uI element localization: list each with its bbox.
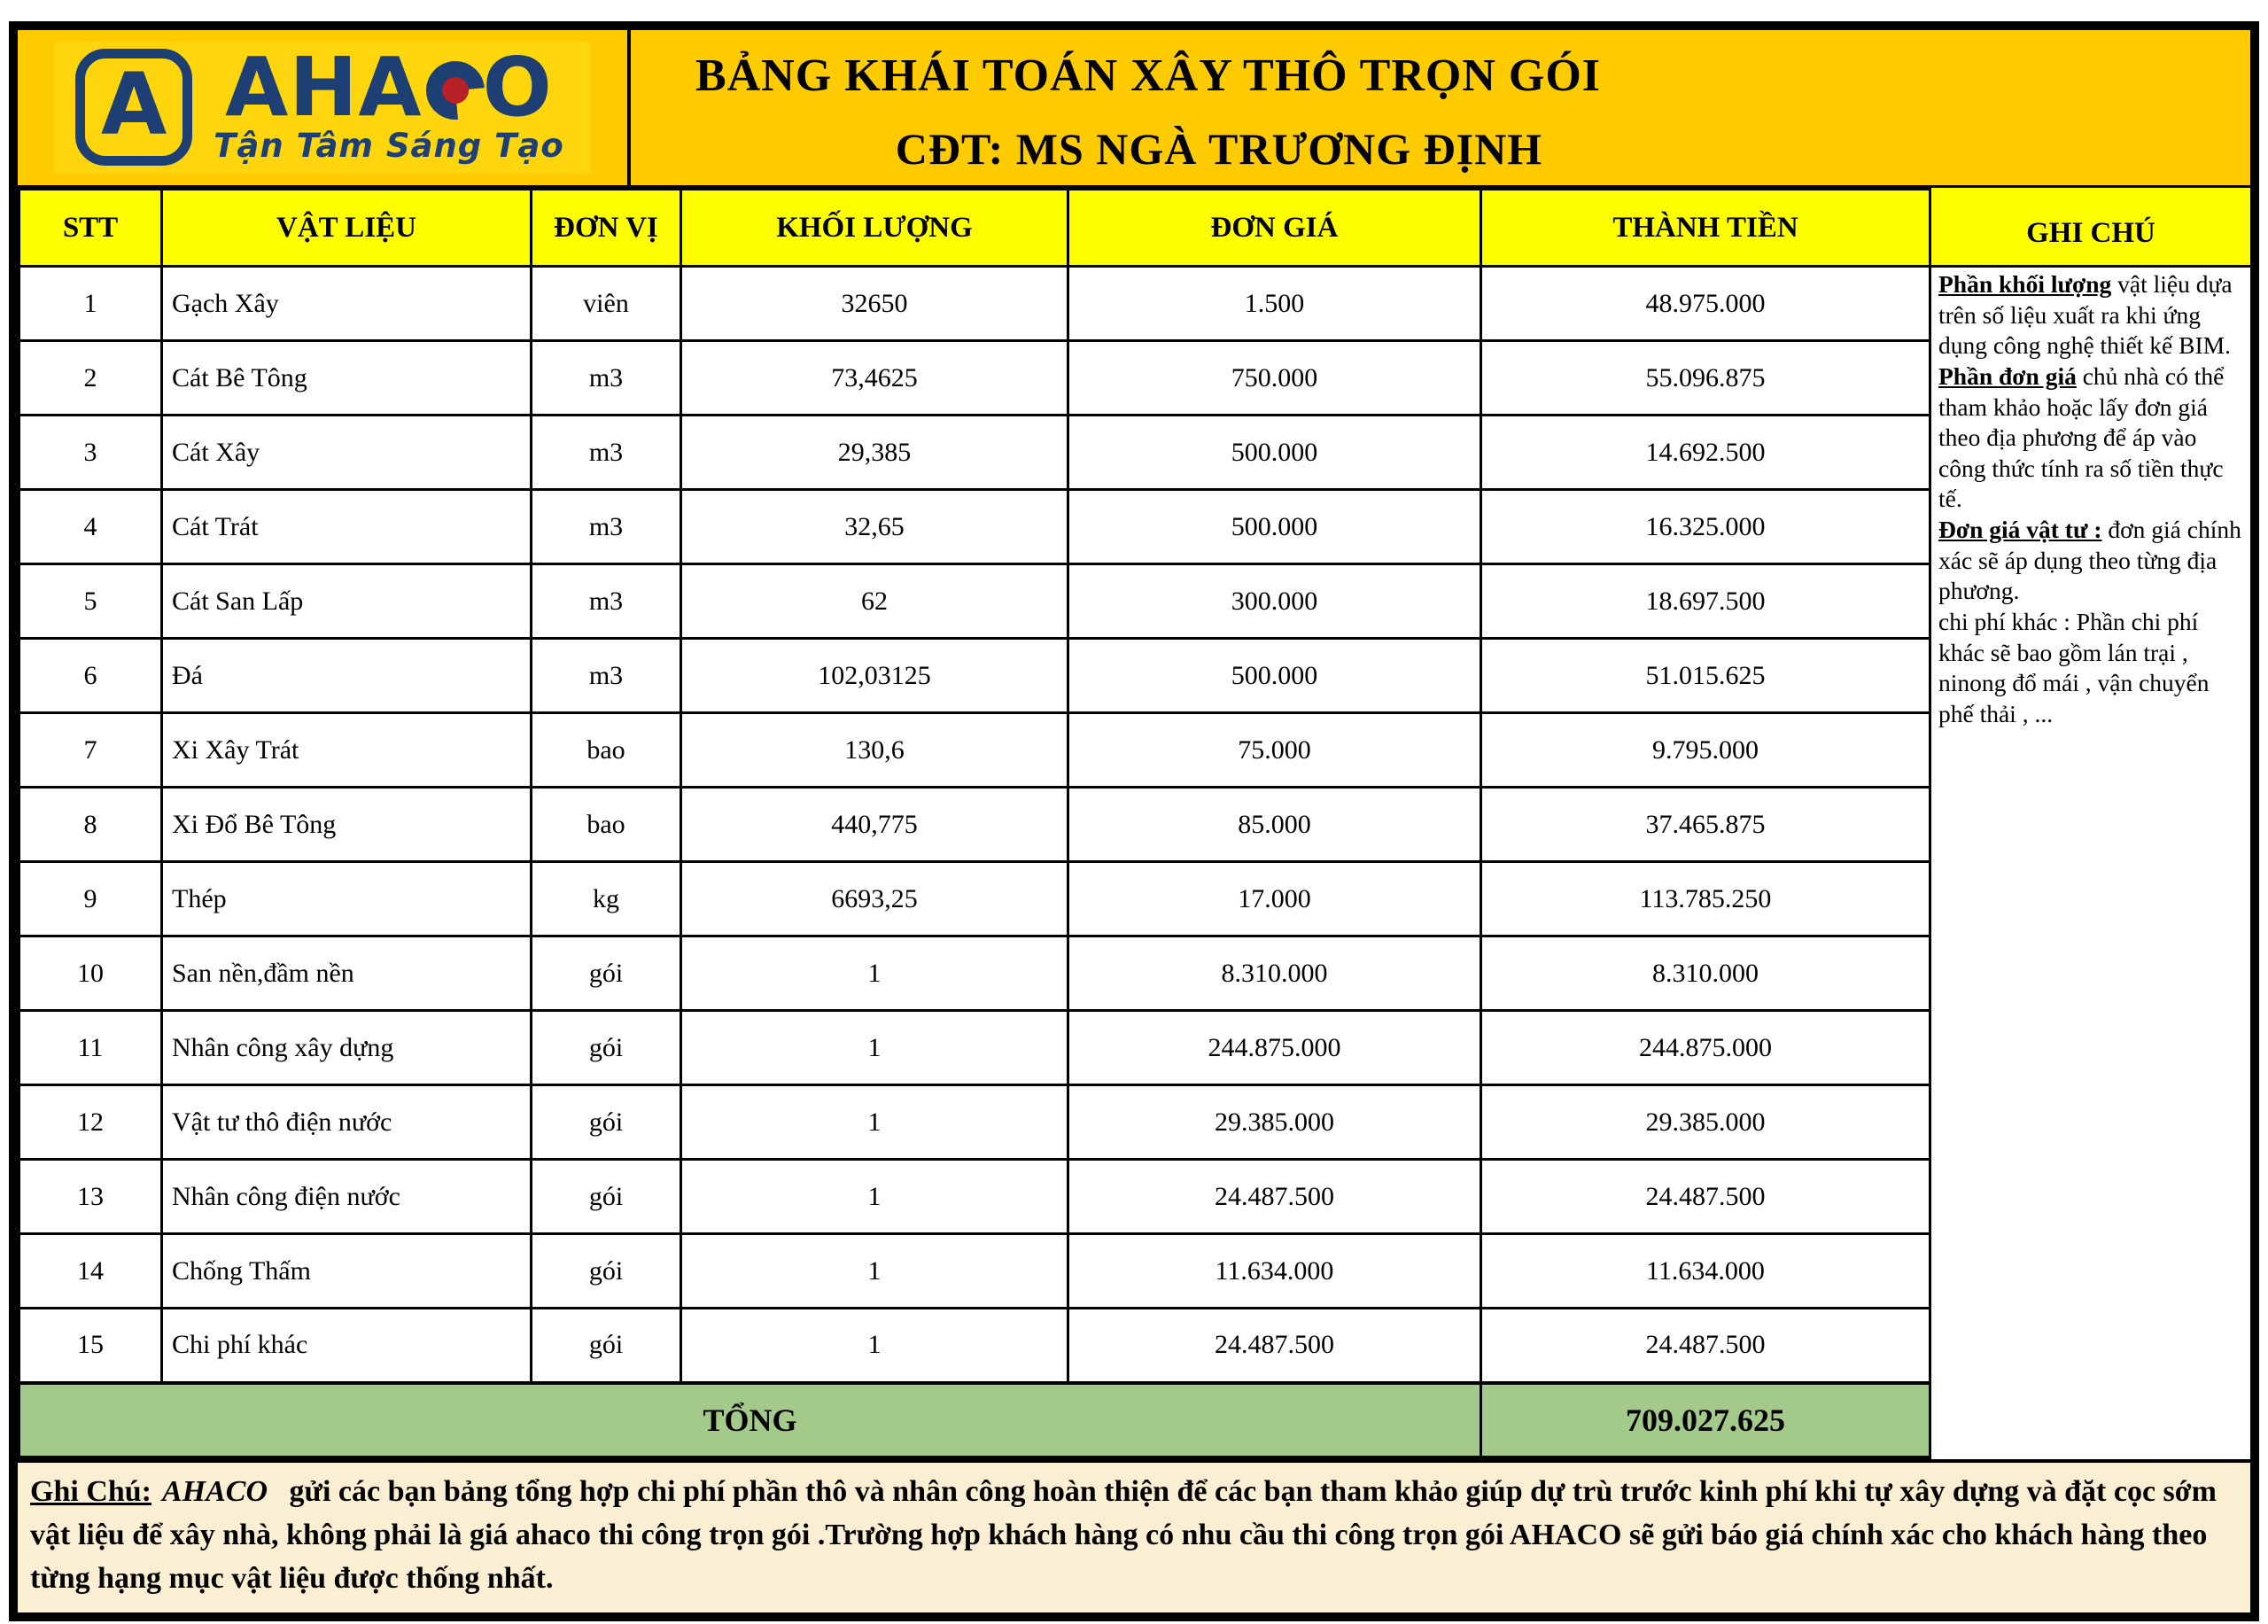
cell-vat-lieu: Cát Bê Tông — [162, 341, 532, 416]
total-row — [19, 1383, 1930, 1457]
note-segment — [1938, 607, 2245, 730]
cell-vat-lieu: Gạch Xây — [162, 267, 532, 341]
logo-icon-letter: A — [101, 54, 167, 154]
cell-don-vi: gói — [532, 1234, 681, 1309]
footer-note — [18, 1459, 2250, 1613]
logo-wordmark — [225, 40, 553, 136]
table-row — [19, 564, 1930, 639]
logo-wordmark-post: O — [482, 40, 553, 136]
table-row — [19, 788, 1930, 862]
cell-khoi-luong: 440,775 — [681, 788, 1068, 862]
cell-don-gia: 24.487.500 — [1068, 1160, 1481, 1234]
cell-khoi-luong: 6693,25 — [681, 862, 1068, 936]
cell-khoi-luong: 1 — [681, 936, 1068, 1011]
table-row — [19, 639, 1930, 713]
cell-stt: 10 — [19, 936, 162, 1011]
cell-thanh-tien: 14.692.500 — [1481, 416, 1930, 490]
cell-stt: 14 — [19, 1234, 162, 1309]
cell-stt: 15 — [19, 1309, 162, 1383]
ahaco-logo-icon — [75, 49, 192, 166]
table-row — [19, 1011, 1930, 1085]
cell-don-vi: gói — [532, 1085, 681, 1160]
table-row — [19, 936, 1930, 1011]
cell-don-gia: 29.385.000 — [1068, 1085, 1481, 1160]
note-segment-text: vật liệu dựa trên số liệu xuất ra khi ứng dụng công nghệ thiết kế BIM. — [1938, 270, 2233, 360]
total-value: 709.027.625 — [1481, 1383, 1930, 1457]
cell-don-vi: bao — [532, 713, 681, 788]
cell-khoi-luong: 32,65 — [681, 490, 1068, 564]
cell-don-gia: 300.000 — [1068, 564, 1481, 639]
cell-thanh-tien: 11.634.000 — [1481, 1234, 1930, 1309]
table-row — [19, 341, 1930, 416]
cell-thanh-tien: 244.875.000 — [1481, 1011, 1930, 1085]
column-header-thanh-tien: THÀNH TIỀN — [1481, 190, 1930, 267]
note-segment — [1938, 515, 2245, 607]
logo-wordmark-pre: AHA — [225, 40, 423, 136]
cell-stt: 7 — [19, 713, 162, 788]
cell-vat-lieu: Nhân công xây dựng — [162, 1011, 532, 1085]
note-segment — [1938, 361, 2245, 515]
cell-stt: 13 — [19, 1160, 162, 1234]
cell-don-vi: viên — [532, 267, 681, 341]
cell-don-gia: 244.875.000 — [1068, 1011, 1481, 1085]
table-row — [19, 862, 1930, 936]
cell-vat-lieu: Xi Đổ Bê Tông — [162, 788, 532, 862]
total-label: TỔNG — [19, 1383, 1481, 1457]
cell-don-vi: gói — [532, 1160, 681, 1234]
cell-khoi-luong: 102,03125 — [681, 639, 1068, 713]
cell-vat-lieu: Cát Xây — [162, 416, 532, 490]
cell-don-vi: bao — [532, 788, 681, 862]
cell-stt: 11 — [19, 1011, 162, 1085]
cell-vat-lieu: Nhân công điện nước — [162, 1160, 532, 1234]
cell-stt: 4 — [19, 490, 162, 564]
cell-thanh-tien: 8.310.000 — [1481, 936, 1930, 1011]
quotation-sheet — [9, 21, 2259, 1621]
column-header-don-gia: ĐƠN GIÁ — [1068, 190, 1481, 267]
cell-don-gia: 500.000 — [1068, 639, 1481, 713]
footer-company-name: AHACO — [162, 1474, 268, 1508]
cell-khoi-luong: 1 — [681, 1085, 1068, 1160]
note-segment-lead: Phần đơn giá — [1938, 361, 2077, 390]
cell-don-gia: 750.000 — [1068, 341, 1481, 416]
cell-khoi-luong: 73,4625 — [681, 341, 1068, 416]
cell-don-vi: gói — [532, 1011, 681, 1085]
cell-vat-lieu: Đá — [162, 639, 532, 713]
materials-table — [18, 188, 1931, 1459]
cell-vat-lieu: Cát Trát — [162, 490, 532, 564]
cell-thanh-tien: 18.697.500 — [1481, 564, 1930, 639]
cell-thanh-tien: 9.795.000 — [1481, 713, 1930, 788]
cell-don-gia: 24.487.500 — [1068, 1309, 1481, 1383]
cell-stt: 3 — [19, 416, 162, 490]
cell-don-vi: m3 — [532, 564, 681, 639]
table-row — [19, 713, 1930, 788]
cell-vat-lieu: Vật tư thô điện nước — [162, 1085, 532, 1160]
table-row — [19, 1309, 1930, 1383]
note-segment-text: chi phí khác : Phần chi phí khác sẽ bao gồm lán trại , ninong đổ mái , vận chuyển phế thải , ... — [1938, 608, 2210, 727]
cell-don-gia: 8.310.000 — [1068, 936, 1481, 1011]
cell-thanh-tien: 16.325.000 — [1481, 490, 1930, 564]
cell-khoi-luong: 62 — [681, 564, 1068, 639]
cell-khoi-luong: 1 — [681, 1234, 1068, 1309]
table-row — [19, 1085, 1930, 1160]
column-header-ghi-chu: GHI CHÚ — [1931, 188, 2250, 268]
cell-stt: 8 — [19, 788, 162, 862]
cell-thanh-tien: 113.785.250 — [1481, 862, 1930, 936]
cell-khoi-luong: 1 — [681, 1309, 1068, 1383]
cell-don-vi: gói — [532, 1309, 681, 1383]
cell-stt: 5 — [19, 564, 162, 639]
note-segment-text: đơn giá chính xác sẽ áp dụng theo từng địa phương. — [1938, 516, 2241, 605]
cell-stt: 12 — [19, 1085, 162, 1160]
cell-khoi-luong: 1 — [681, 1011, 1068, 1085]
table-row — [19, 416, 1930, 490]
cell-thanh-tien: 29.385.000 — [1481, 1085, 1930, 1160]
materials-table-body — [19, 267, 1930, 1383]
cell-vat-lieu: Chi phí khác — [162, 1309, 532, 1383]
column-header-vat-lieu: VẬT LIỆU — [162, 190, 532, 267]
column-header-don-vi: ĐƠN VỊ — [532, 190, 681, 267]
cell-vat-lieu: Thép — [162, 862, 532, 936]
main-area — [18, 188, 2250, 1459]
cell-don-vi: m3 — [532, 639, 681, 713]
cell-don-gia: 500.000 — [1068, 416, 1481, 490]
cell-vat-lieu: San nền,đầm nền — [162, 936, 532, 1011]
cell-thanh-tien: 51.015.625 — [1481, 639, 1930, 713]
cell-khoi-luong: 32650 — [681, 267, 1068, 341]
note-segment — [1938, 269, 2245, 361]
cell-thanh-tien: 55.096.875 — [1481, 341, 1930, 416]
cell-thanh-tien: 37.465.875 — [1481, 788, 1930, 862]
cell-don-gia: 17.000 — [1068, 862, 1481, 936]
note-segment-text: chủ nhà có thể tham khảo hoặc lấy đơn giá theo địa phương để áp vào công thức tính ra số tiền thực tế. — [1938, 361, 2225, 513]
cell-vat-lieu: Cát San Lấp — [162, 564, 532, 639]
table-row — [19, 1160, 1930, 1234]
table-row — [19, 1234, 1930, 1309]
cell-thanh-tien: 24.487.500 — [1481, 1309, 1930, 1383]
document-title: BẢNG KHÁI TOÁN XÂY THÔ TRỌN GÓI — [695, 51, 1602, 101]
logo-cell — [18, 30, 631, 185]
cell-don-gia: 500.000 — [1068, 490, 1481, 564]
note-segment-lead: Phần khối lượng — [1938, 270, 2112, 298]
cell-stt: 6 — [19, 639, 162, 713]
cell-thanh-tien: 48.975.000 — [1481, 267, 1930, 341]
footer-note-label: Ghi Chú: — [30, 1474, 151, 1508]
logo-tagline: Tận Tâm Sáng Tạo — [214, 126, 564, 165]
table-row — [19, 267, 1930, 341]
cell-khoi-luong: 130,6 — [681, 713, 1068, 788]
table-row — [19, 490, 1930, 564]
cell-don-gia: 75.000 — [1068, 713, 1481, 788]
cell-khoi-luong: 29,385 — [681, 416, 1068, 490]
company-logo — [54, 42, 591, 175]
cell-don-gia: 1.500 — [1068, 267, 1481, 341]
cell-vat-lieu: Xi Xây Trát — [162, 713, 532, 788]
footer-note-text: gửi các bạn bảng tổng hợp chi phí phần thô và nhân công hoàn thiện để các bạn tham khảo giúp dự trù trước kinh phí khi tự xây dựng và đặt cọc sớm vật liệu để xây nhà, không phải là giá ahaco thi công trọn gói .Trường hợp khách hàng có nhu cầu thi công trọn gói AHACO sẽ gửi báo giá chính xác cho khách hàng theo từng hạng mục vật liệu được thống nhất. — [30, 1474, 2217, 1596]
logo-wordmark-block — [214, 40, 564, 165]
cell-don-gia: 85.000 — [1068, 788, 1481, 862]
table-header-row — [19, 190, 1930, 267]
note-segment-lead: Đơn giá vật tư : — [1938, 516, 2102, 544]
title-cell — [631, 30, 2250, 185]
cell-stt: 1 — [19, 267, 162, 341]
column-header-khoi-luong: KHỐI LƯỢNG — [681, 190, 1068, 267]
header-band — [18, 30, 2250, 188]
sheet-frame — [9, 21, 2259, 1621]
notes-column — [1931, 188, 2250, 1459]
cell-don-gia: 11.634.000 — [1068, 1234, 1481, 1309]
cell-stt: 2 — [19, 341, 162, 416]
cell-don-vi: kg — [532, 862, 681, 936]
cell-don-vi: gói — [532, 936, 681, 1011]
client-subtitle: CĐT: MS NGÀ TRƯƠNG ĐỊNH — [895, 124, 1543, 174]
column-header-stt: STT — [19, 190, 162, 267]
cell-thanh-tien: 24.487.500 — [1481, 1160, 1930, 1234]
cell-don-vi: m3 — [532, 416, 681, 490]
cell-khoi-luong: 1 — [681, 1160, 1068, 1234]
cell-don-vi: m3 — [532, 490, 681, 564]
cell-don-vi: m3 — [532, 341, 681, 416]
cell-stt: 9 — [19, 862, 162, 936]
notes-cell — [1931, 268, 2250, 1459]
cell-vat-lieu: Chống Thấm — [162, 1234, 532, 1309]
